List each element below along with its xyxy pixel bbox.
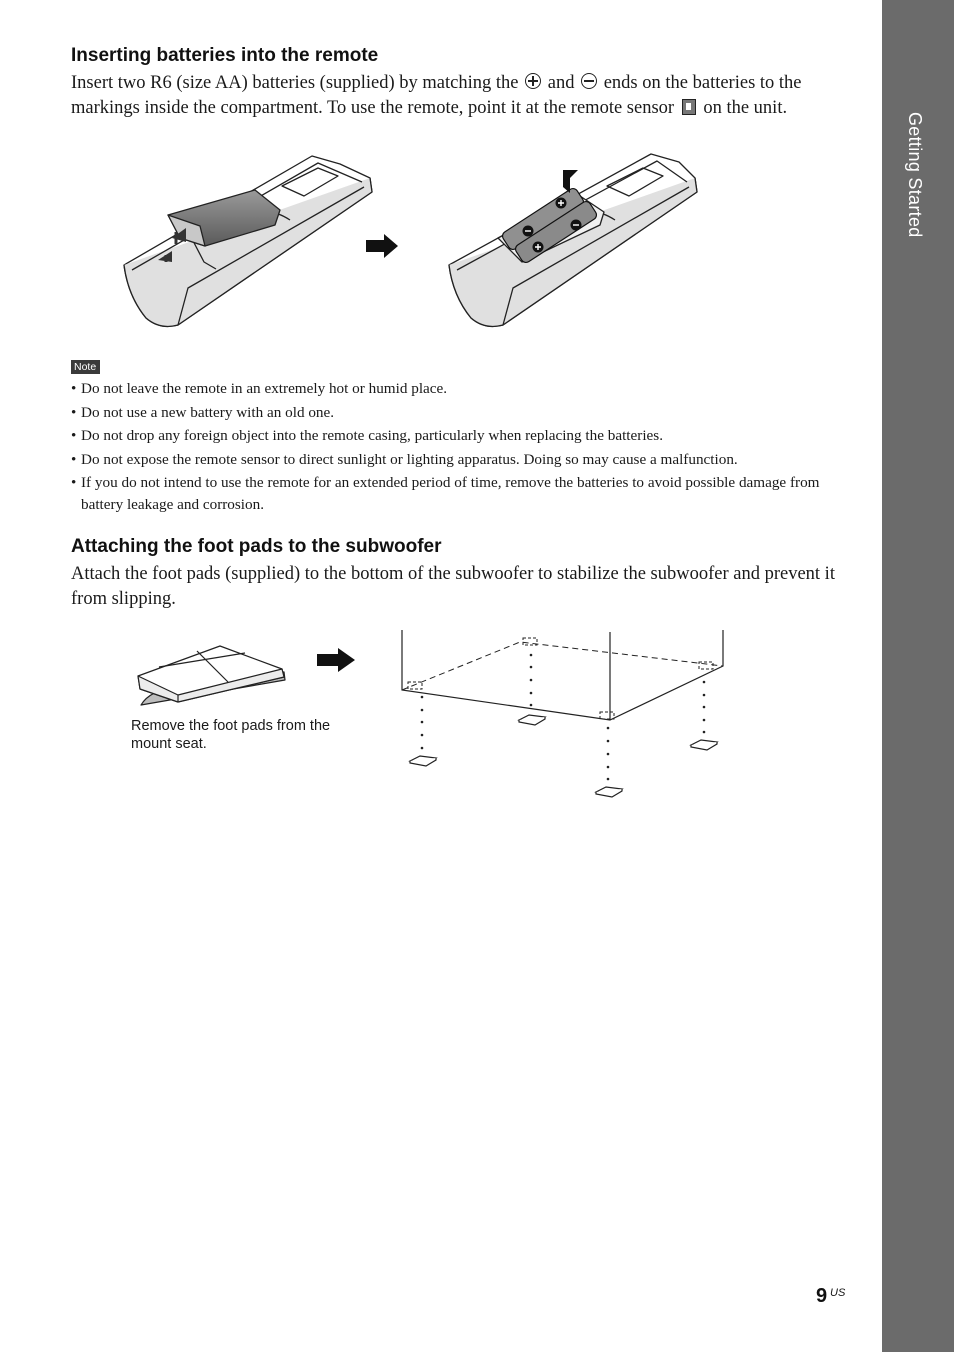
arrow-right-icon bbox=[317, 648, 355, 672]
batteries-text-and: and bbox=[547, 73, 575, 93]
side-tab-label: Getting Started bbox=[905, 112, 925, 238]
feet-instructions: Attach the foot pads (supplied) to the bottom of the subwoofer to stabilize the subwoofer and prevent it from slipping. bbox=[71, 564, 835, 609]
remote-batteries-illustration bbox=[449, 154, 697, 326]
batteries-heading: Inserting batteries into the remote bbox=[71, 45, 379, 66]
batteries-text-part2: ends on the batteries to the markings inside the compartment. To use the remote, point it at the remote sensor bbox=[71, 73, 802, 118]
note-item: • If you do not intend to use the remote for an extended period of time, remove the batteries to avoid possible damage from battery leakage and corrosion. bbox=[71, 472, 861, 516]
note-item: • Do not drop any foreign object into the remote casing, particularly when replacing the batteries. bbox=[71, 424, 861, 448]
subwoofer-illustration bbox=[402, 630, 723, 797]
feet-heading: Attaching the foot pads to the subwoofer bbox=[71, 536, 442, 557]
arrow-right-icon bbox=[366, 234, 398, 258]
page-number-suffix: US bbox=[830, 1287, 846, 1299]
note-badge: Note bbox=[71, 360, 100, 374]
batteries-text-part1: Insert two R6 (size AA) batteries (supplied) by matching the bbox=[71, 73, 519, 93]
note-item: • Do not expose the remote sensor to direct sunlight or lighting apparatus. Doing so may cause a malfunction. bbox=[71, 448, 861, 472]
note-list bbox=[71, 377, 861, 516]
note-item: • Do not use a new battery with an old one. bbox=[71, 401, 861, 425]
page-number: 9 bbox=[816, 1285, 828, 1307]
note-item: • Do not leave the remote in an extremely hot or humid place. bbox=[71, 377, 861, 401]
foot-pad-caption: Remove the foot pads from the mount seat. bbox=[131, 718, 331, 752]
foot-pad-sheet-illustration bbox=[138, 646, 285, 705]
batteries-text-part3: on the unit. bbox=[703, 97, 788, 118]
remote-lid-open-illustration bbox=[124, 156, 372, 326]
